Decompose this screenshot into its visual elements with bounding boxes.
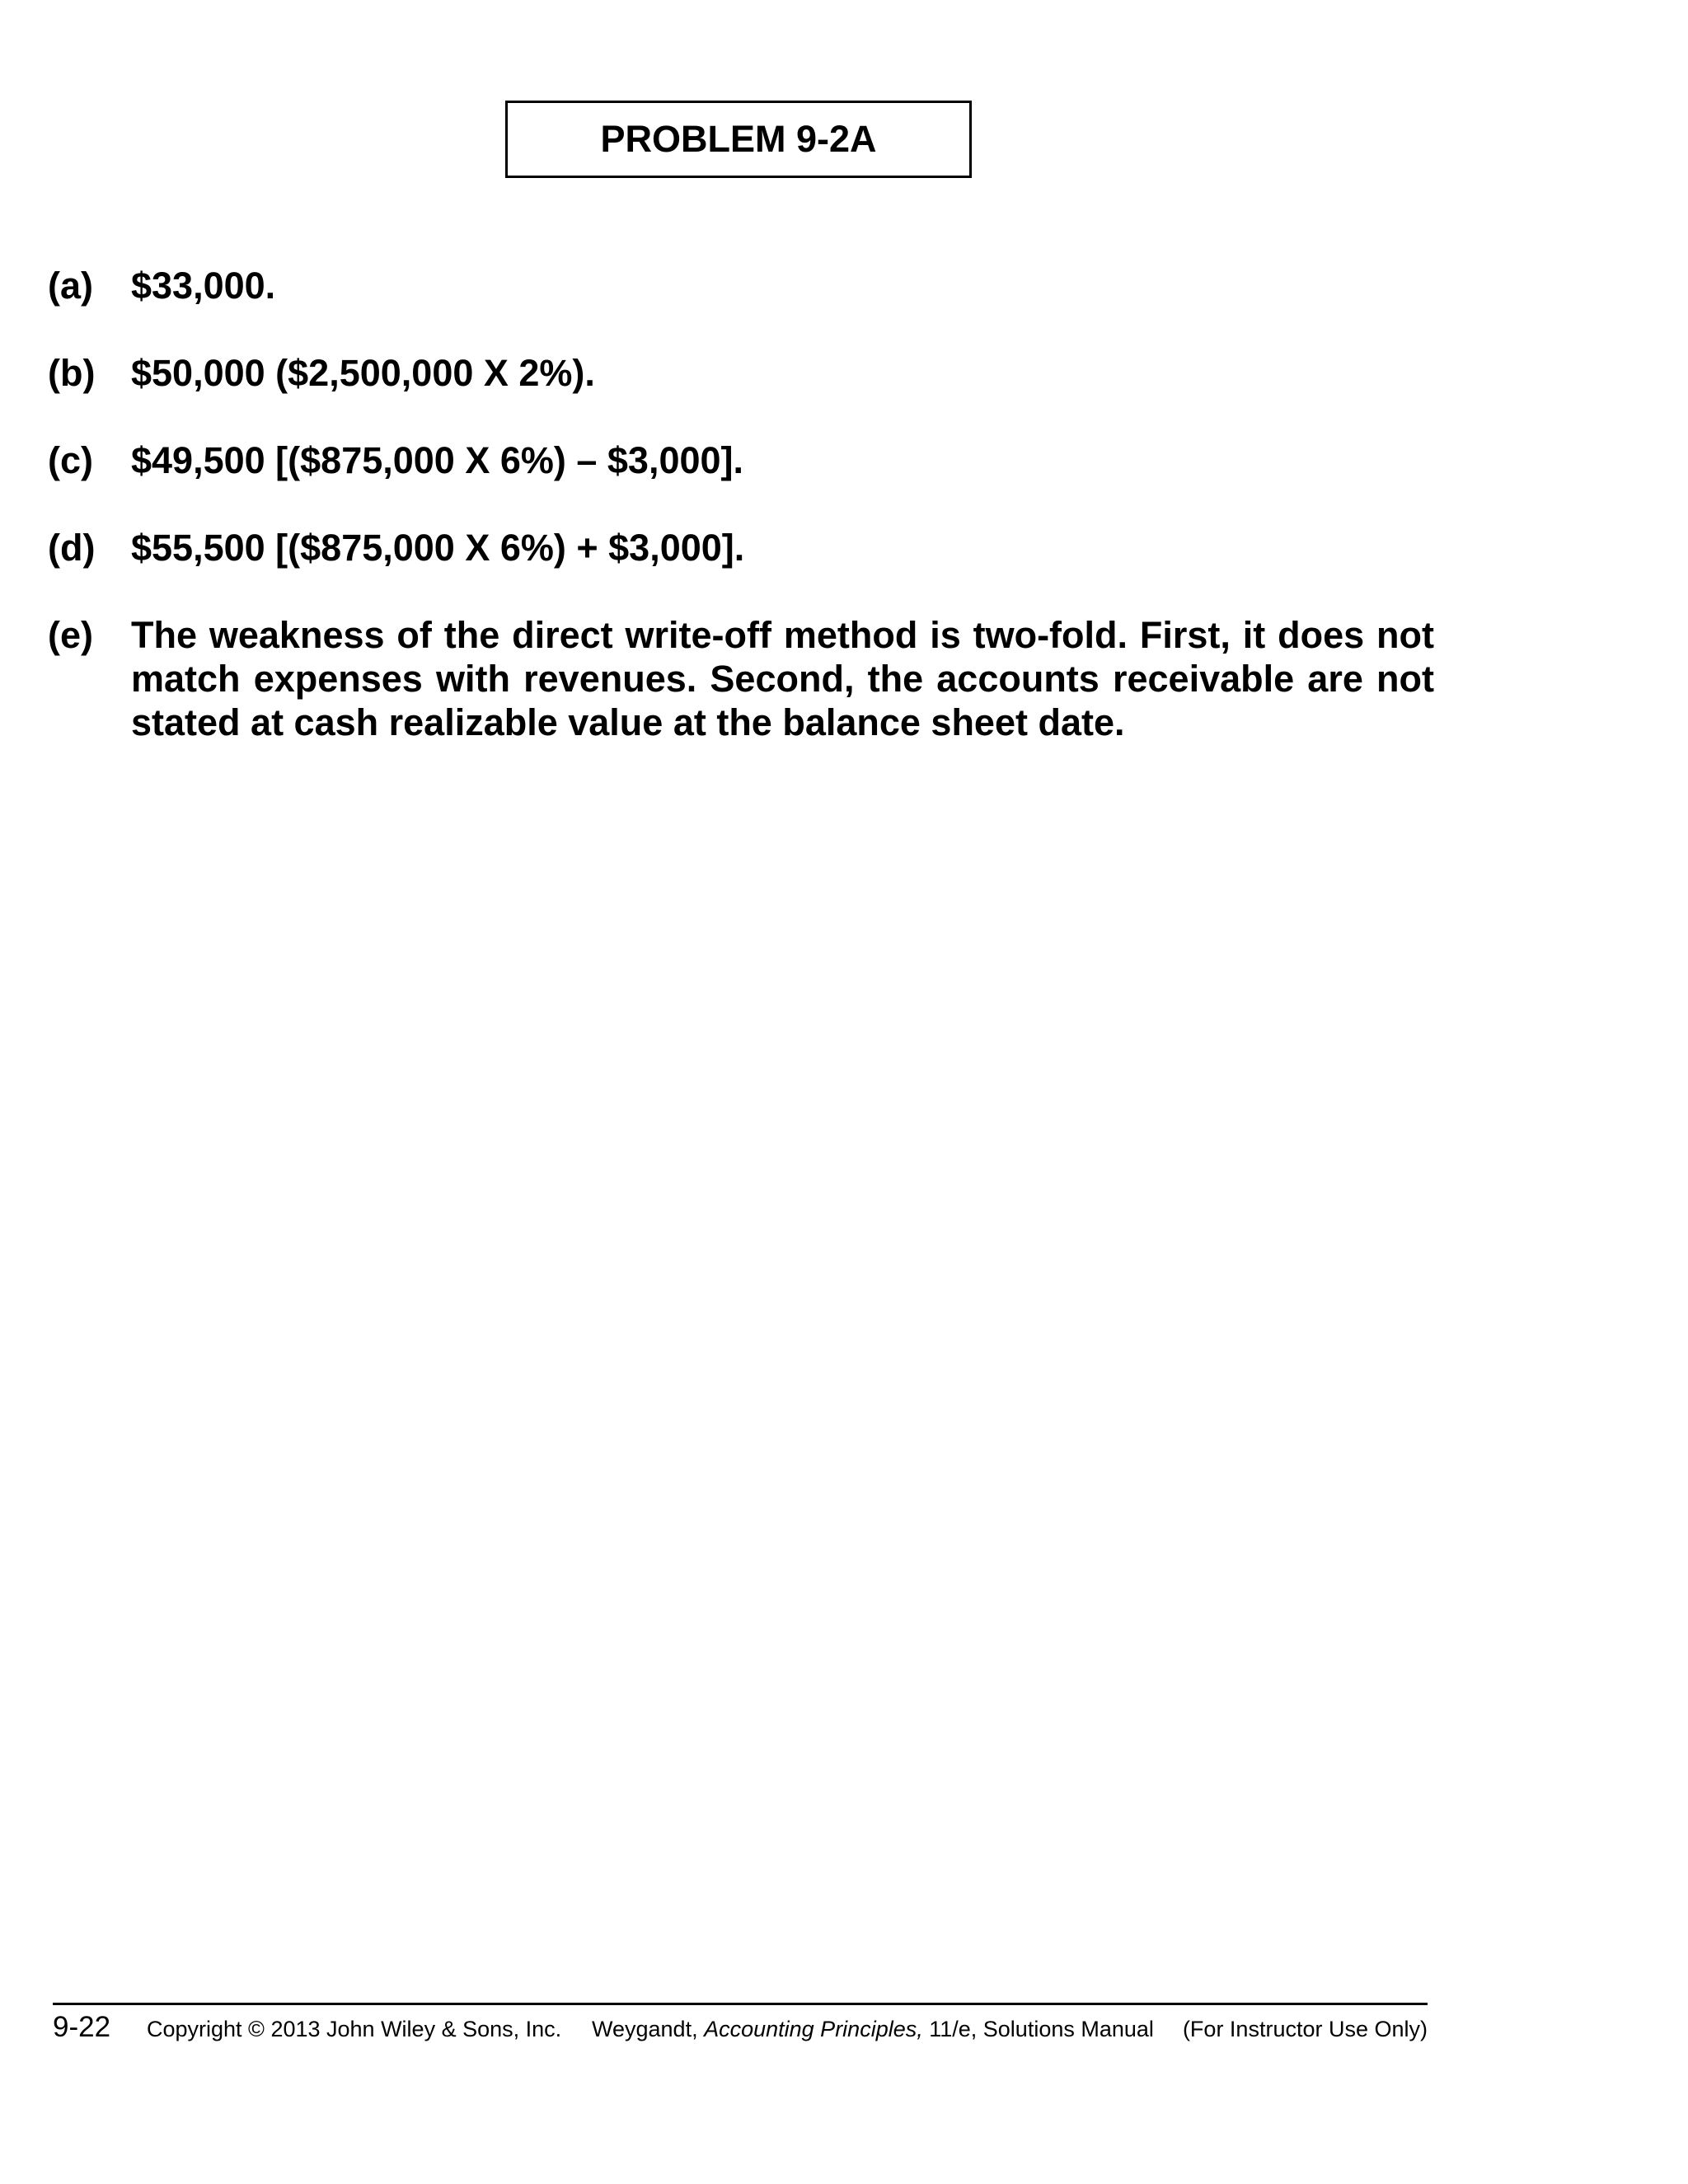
book-citation — [592, 2017, 1154, 2042]
book-edition: 11/e, Solutions Manual — [922, 2017, 1154, 2041]
page-number: 9-22 — [53, 2011, 111, 2043]
page-footer — [53, 2011, 1428, 2044]
book-title: Accounting Principles, — [704, 2017, 923, 2041]
answer-label: (a) — [48, 265, 93, 307]
answer-list — [48, 264, 1434, 788]
answer-text: The weakness of the direct write-off method is two-fold. First, it does not match expenses with revenues. Second, the accounts receivable are not stated at cash realizable value at the balance sheet date. — [131, 614, 1434, 743]
answer-text: $55,500 [($875,000 X 6%) + $3,000]. — [131, 527, 745, 569]
answer-text: $33,000. — [131, 265, 276, 307]
answer-label: (b) — [48, 352, 96, 394]
answer-b — [48, 351, 1434, 395]
answer-text: $50,000 ($2,500,000 X 2%). — [131, 352, 595, 394]
problem-title: PROBLEM 9-2A — [505, 101, 972, 178]
footer-divider — [53, 2003, 1428, 2005]
answer-label: (e) — [48, 614, 93, 656]
answer-label: (c) — [48, 439, 93, 481]
answer-text: $49,500 [($875,000 X 6%) – $3,000]. — [131, 439, 744, 481]
answer-d — [48, 526, 1434, 569]
answer-c — [48, 438, 1434, 482]
copyright-notice: Copyright © 2013 John Wiley & Sons, Inc. — [147, 2017, 562, 2041]
answer-a — [48, 264, 1434, 307]
book-author: Weygandt, — [592, 2017, 705, 2041]
instructor-note: (For Instructor Use Only) — [1182, 2017, 1428, 2041]
answer-label: (d) — [48, 527, 96, 569]
answer-e — [48, 613, 1434, 744]
